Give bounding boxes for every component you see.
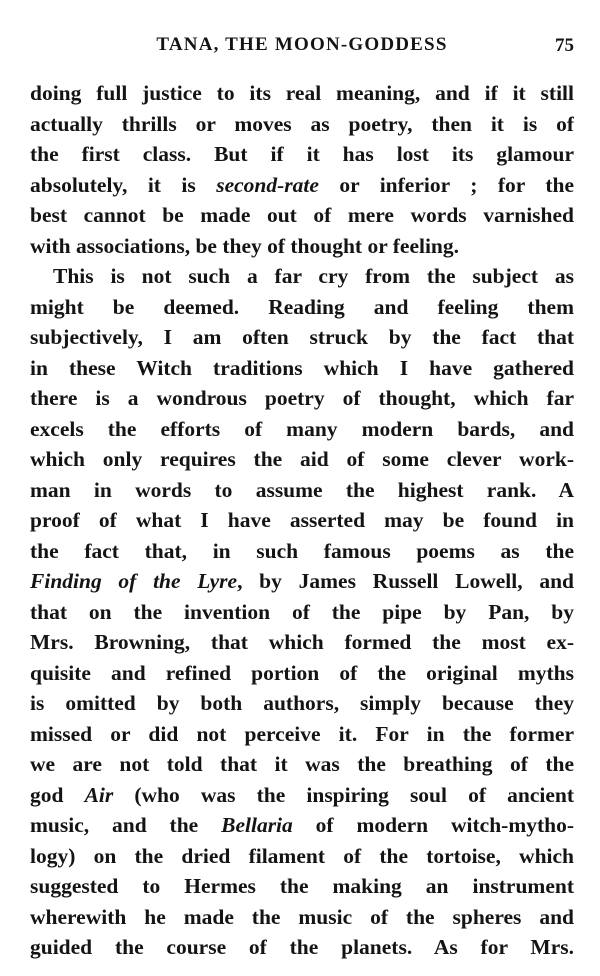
text-run: absolutely, it is bbox=[30, 172, 217, 197]
text-run: quisite and refined portion of the original myths bbox=[30, 660, 574, 685]
text-run: subjectively, I am often struck by the fact that bbox=[30, 325, 574, 349]
text-line bbox=[30, 719, 574, 750]
italic-text: Bellaria bbox=[221, 813, 293, 837]
text-line bbox=[30, 597, 574, 628]
text-run: proof of what I have asserted may be found in bbox=[30, 508, 574, 532]
text-run: the first class. But if it has lost its glamour bbox=[30, 142, 574, 166]
text-run: music, and the bbox=[30, 813, 222, 837]
text-line bbox=[30, 292, 574, 323]
text-run: there is a wondrous poetry of thought, which far bbox=[30, 386, 574, 410]
body-text bbox=[30, 78, 574, 963]
text-line bbox=[30, 749, 574, 780]
text-line bbox=[30, 841, 574, 872]
text-run: that on the invention of the pipe by Pan, by bbox=[30, 599, 574, 624]
text-run: best cannot be made out of mere words varnished bbox=[30, 203, 574, 227]
text-run: which only requires the aid of some clever work- bbox=[30, 447, 574, 471]
text-run: man in words to assume the highest rank. A bbox=[30, 477, 574, 502]
text-line bbox=[30, 200, 574, 231]
text-line bbox=[30, 383, 574, 414]
text-run: is omitted by both authors, simply because they bbox=[30, 691, 574, 715]
text-run: (who was the inspiring soul of ancient bbox=[113, 782, 574, 807]
text-run: , by James Russell Lowell, and bbox=[237, 569, 574, 593]
text-run: might be deemed. Reading and feeling them bbox=[30, 294, 574, 319]
text-run: or inferior ; for the bbox=[318, 172, 574, 197]
text-run: the fact that, in such famous poems as the bbox=[30, 538, 574, 563]
text-line bbox=[30, 566, 574, 597]
text-line bbox=[30, 109, 574, 140]
text-line bbox=[30, 231, 574, 262]
text-line bbox=[30, 170, 574, 201]
text-line bbox=[30, 902, 574, 933]
italic-text: Finding of the Lyre bbox=[30, 569, 238, 593]
text-run: of modern witch-mytho- bbox=[292, 813, 574, 837]
text-line bbox=[30, 688, 574, 719]
text-line bbox=[30, 505, 574, 536]
text-line bbox=[30, 871, 574, 902]
page-number: 75 bbox=[555, 35, 574, 56]
text-run: wherewith he made the music of the spheres and bbox=[30, 904, 574, 929]
text-run: guided the course of the planets. As for Mrs. bbox=[30, 935, 574, 959]
text-run: in these Witch traditions which I have gathered bbox=[30, 355, 574, 380]
text-run: suggested to Hermes the making an instrument bbox=[30, 874, 574, 898]
text-run: doing full justice to its real meaning, and if it still bbox=[30, 81, 574, 105]
text-line bbox=[30, 475, 574, 506]
text-run: Mrs. Browning, that which formed the most ex- bbox=[30, 630, 574, 654]
text-line bbox=[30, 78, 574, 109]
text-line bbox=[30, 444, 574, 475]
text-line bbox=[30, 780, 574, 811]
text-run: actually thrills or moves as poetry, then it is of bbox=[30, 111, 574, 136]
text-run: missed or did not perceive it. For in the former bbox=[30, 721, 574, 746]
running-head bbox=[30, 34, 574, 64]
italic-text: second-rate bbox=[216, 172, 319, 197]
text-run: god bbox=[30, 782, 85, 807]
text-line bbox=[30, 414, 574, 445]
text-line bbox=[30, 810, 574, 841]
text-run: logy) on the dried filament of the tortoise, which bbox=[30, 843, 574, 868]
italic-text: Air bbox=[84, 782, 114, 807]
text-line bbox=[30, 353, 574, 384]
text-run: with associations, be they of thought or feeling. bbox=[30, 233, 460, 258]
text-run: excels the efforts of many modern bards, and bbox=[30, 416, 574, 441]
text-run: This is not such a far cry from the subject as bbox=[53, 264, 574, 288]
text-line bbox=[30, 536, 574, 567]
text-line bbox=[30, 932, 574, 963]
text-run: we are not told that it was the breathing of the bbox=[30, 752, 574, 776]
text-line bbox=[30, 627, 574, 658]
text-line bbox=[30, 139, 574, 170]
text-line bbox=[30, 658, 574, 689]
text-line bbox=[30, 261, 574, 292]
running-title: TANA, THE MOON-GODDESS bbox=[156, 34, 448, 55]
text-line bbox=[30, 322, 574, 353]
